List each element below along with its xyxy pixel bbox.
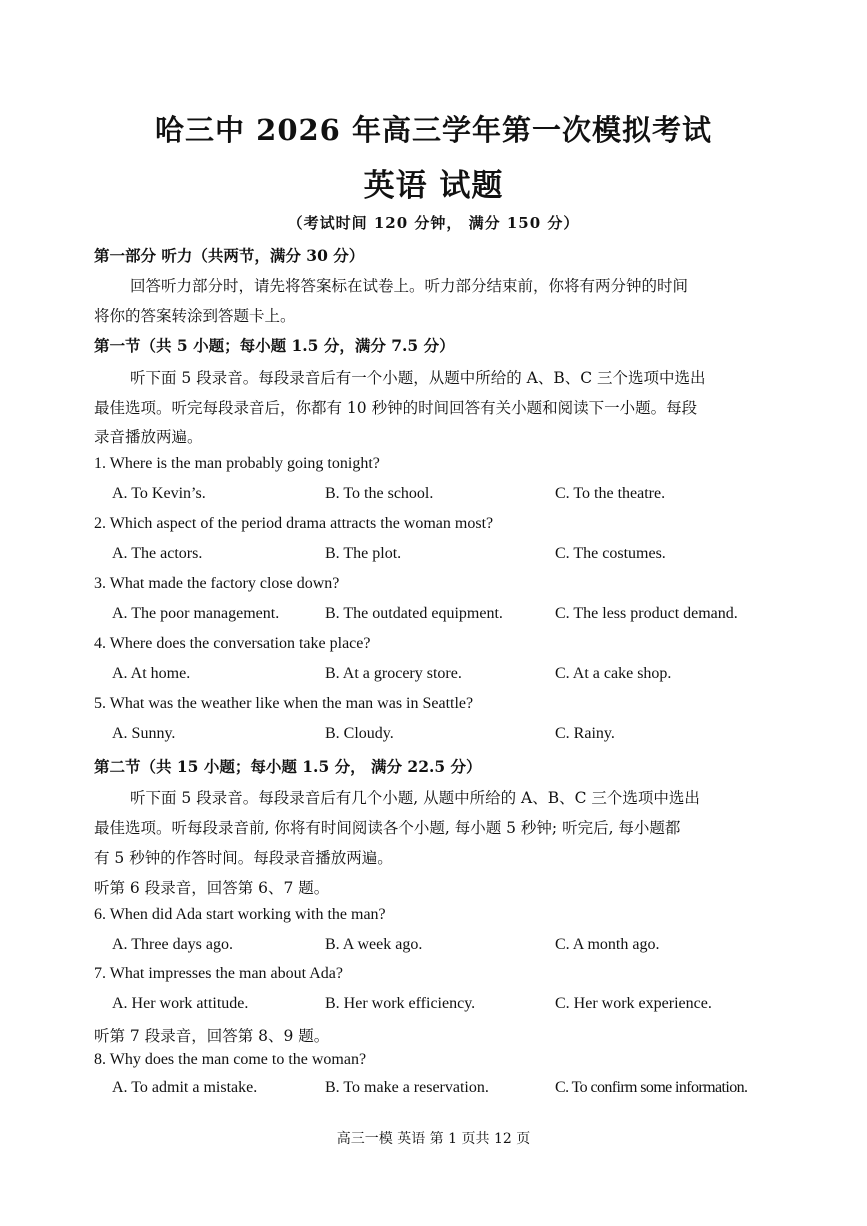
section1-instr-line1: 听下面 5 段录音。每段录音后有一个小题，从题中所给的 A、B、C 三个选项中选出 [130, 369, 706, 387]
q3-option-c: C. The less product demand. [555, 605, 738, 622]
q6-option-c: C. A month ago. [555, 936, 660, 953]
question-3: 3. What made the factory close down? [94, 575, 340, 592]
q4-option-a: A. At home. [112, 665, 191, 682]
q6-option-b: B. A week ago. [325, 936, 423, 953]
q7-option-b: B. Her work efficiency. [325, 995, 476, 1012]
q7-option-a: A. Her work attitude. [112, 995, 249, 1012]
section1-instr-line3: 录音播放两遍。 [94, 428, 203, 446]
q6-option-a: A. Three days ago. [112, 936, 233, 953]
question-5: 5. What was the weather like when the man was in Seattle? [94, 695, 474, 712]
part1-intro-line2: 将你的答案转涂到答题卡上。 [94, 307, 296, 325]
exam-info: （考试时间 120 分钟， 满分 150 分） [287, 214, 580, 232]
q2-option-b: B. The plot. [325, 545, 402, 562]
exam-title: 哈三中 2026 年高三学年第一次模拟考试 [155, 113, 712, 147]
section2-instr-line1: 听下面 5 段录音。每段录音后有几个小题, 从题中所给的 A、B、C 三个选项中选出 [130, 789, 700, 807]
audio-6-instruction: 听第 6 段录音，回答第 6、7 题。 [94, 879, 330, 897]
subject-title: 英语 试题 [363, 168, 504, 204]
audio-7-instruction: 听第 7 段录音，回答第 8、9 题。 [94, 1027, 330, 1045]
q5-option-b: B. Cloudy. [325, 725, 394, 742]
question-8: 8. Why does the man come to the woman? [94, 1051, 367, 1068]
q1-option-b: B. To the school. [325, 485, 434, 502]
page-footer: 高三一模 英语 第 1 页共 12 页 [336, 1131, 531, 1147]
q8-option-c: C. To confirm some information. [555, 1079, 748, 1096]
part1-heading: 第一部分 听力（共两节，满分 30 分） [94, 246, 365, 265]
question-2: 2. Which aspect of the period drama attracts the woman most? [94, 515, 494, 532]
section2-instr-line2: 最佳选项。听每段录音前, 你将有时间阅读各个小题, 每小题 5 秒钟; 听完后, 每小题都 [94, 819, 681, 837]
q4-option-b: B. At a grocery store. [325, 665, 462, 682]
question-4: 4. Where does the conversation take place? [94, 635, 371, 652]
q1-option-a: A. To Kevin’s. [112, 485, 206, 502]
q8-option-b: B. To make a reservation. [325, 1079, 489, 1096]
section2-instr-line3: 有 5 秒钟的作答时间。每段录音播放两遍。 [94, 849, 393, 867]
section2-heading: 第二节（共 15 小题；每小题 1.5 分， 满分 22.5 分） [94, 757, 482, 776]
q5-option-c: C. Rainy. [555, 725, 615, 742]
question-7: 7. What impresses the man about Ada? [94, 965, 343, 982]
q3-option-a: A. The poor management. [112, 605, 280, 622]
q5-option-a: A. Sunny. [112, 725, 176, 742]
q7-option-c: C. Her work experience. [555, 995, 712, 1012]
q2-option-c: C. The costumes. [555, 545, 666, 562]
section1-instr-line2: 最佳选项。听完每段录音后，你都有 10 秒钟的时间回答有关小题和阅读下一小题。每段 [94, 399, 698, 417]
q2-option-a: A. The actors. [112, 545, 203, 562]
q4-option-c: C. At a cake shop. [555, 665, 672, 682]
q3-option-b: B. The outdated equipment. [325, 605, 503, 622]
question-6: 6. When did Ada start working with the man? [94, 906, 386, 923]
q1-option-c: C. To the theatre. [555, 485, 666, 502]
section1-heading: 第一节（共 5 小题；每小题 1.5 分，满分 7.5 分） [94, 336, 455, 355]
question-1: 1. Where is the man probably going tonight? [94, 455, 380, 472]
q8-option-a: A. To admit a mistake. [112, 1079, 258, 1096]
part1-intro-line1: 回答听力部分时，请先将答案标在试卷上。听力部分结束前，你将有两分钟的时间 [130, 277, 689, 295]
